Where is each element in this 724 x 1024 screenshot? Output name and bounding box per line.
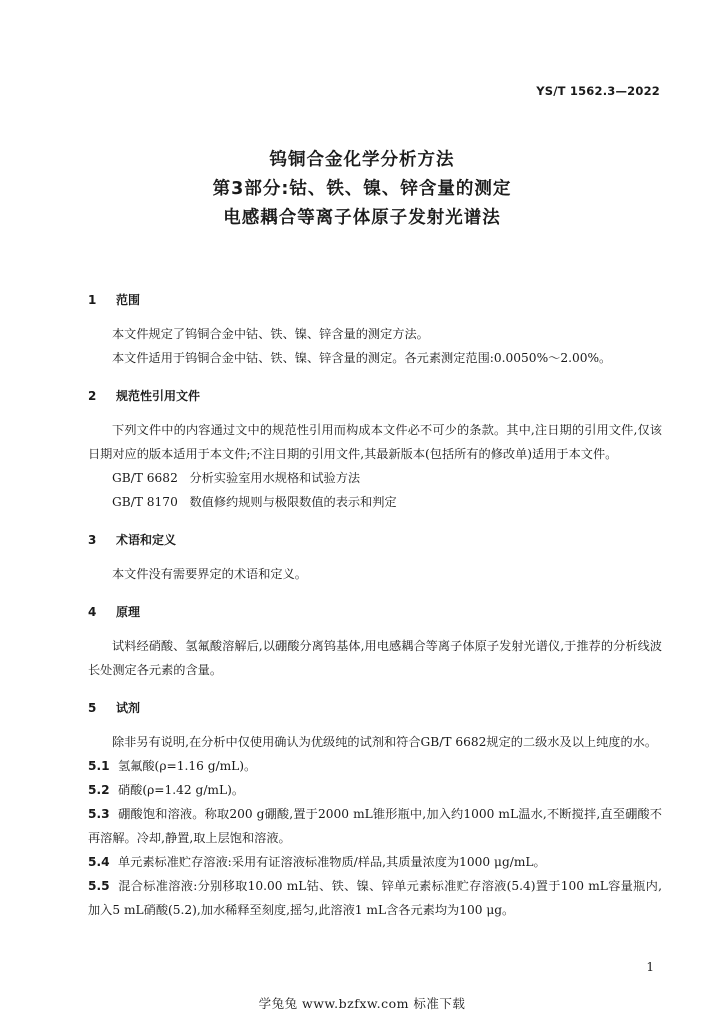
section-number: 1 bbox=[88, 293, 97, 307]
section-heading-normative-references bbox=[88, 386, 662, 406]
clause-item bbox=[88, 778, 662, 802]
section-number: 2 bbox=[88, 389, 97, 403]
title-line-2: 第3部分:钴、铁、镍、锌含量的测定 bbox=[212, 179, 512, 199]
clause-number: 5.4 bbox=[88, 855, 110, 869]
section-title: 原理 bbox=[116, 605, 141, 619]
section-number: 5 bbox=[88, 701, 97, 715]
section-heading-reagents bbox=[88, 698, 662, 718]
page-number: 1 bbox=[646, 960, 654, 974]
section-heading-terms bbox=[88, 530, 662, 550]
section-number: 3 bbox=[88, 533, 97, 547]
clause-item bbox=[88, 754, 662, 778]
footer-watermark: 学兔兔 www.bzfxw.com 标准下载 bbox=[258, 996, 466, 1011]
paragraph: 除非另有说明,在分析中仅使用确认为优级纯的试剂和符合GB/T 6682规定的二级水及以上纯度的水。 bbox=[112, 735, 658, 749]
reference-item: GB/T 8170 数值修约规则与极限数值的表示和判定 bbox=[112, 495, 397, 509]
section-title: 范围 bbox=[116, 293, 141, 307]
clause-text: 硝酸(ρ=1.42 g/mL)。 bbox=[118, 783, 245, 797]
paragraph: 试料经硝酸、氢氟酸溶解后,以硼酸分离钨基体,用电感耦合等离子体原子发射光谱仪,于推荐的分析线波长处测定各元素的含量。 bbox=[88, 639, 662, 677]
title-line-3: 电感耦合等离子体原子发射光谱法 bbox=[223, 208, 501, 228]
section-title: 规范性引用文件 bbox=[116, 389, 201, 403]
paragraph: 本文件没有需要界定的术语和定义。 bbox=[112, 567, 307, 581]
section-heading-principle bbox=[88, 602, 662, 622]
paragraph: 下列文件中的内容通过文中的规范性引用而构成本文件必不可少的条款。其中,注日期的引用文件,仅该日期对应的版本适用于本文件;不注日期的引用文件,其最新版本(包括所有的修改单)适用于本文件。 bbox=[88, 423, 662, 461]
section-title: 术语和定义 bbox=[116, 533, 177, 547]
section-number: 4 bbox=[88, 605, 97, 619]
section-heading-scope bbox=[88, 290, 662, 310]
document-body bbox=[88, 290, 662, 922]
title-line-1: 钨铜合金化学分析方法 bbox=[269, 150, 455, 170]
clause-number: 5.2 bbox=[88, 783, 110, 797]
section-title: 试剂 bbox=[116, 701, 141, 715]
paragraph: 本文件规定了钨铜合金中钴、铁、镍、锌含量的测定方法。 bbox=[112, 327, 429, 341]
document-title bbox=[0, 146, 724, 233]
reference-item: GB/T 6682 分析实验室用水规格和试验方法 bbox=[112, 471, 361, 485]
clause-text: 混合标准溶液:分别移取10.00 mL钴、铁、镍、锌单元素标准贮存溶液(5.4)置于100 mL容量瓶内,加入5 mL硝酸(5.2),加水稀释至刻度,摇匀,此溶液1 mL含各元素均为100 μg。 bbox=[88, 879, 662, 917]
clause-text: 氢氟酸(ρ=1.16 g/mL)。 bbox=[118, 759, 257, 773]
clause-number: 5.3 bbox=[88, 807, 110, 821]
standard-code: YS/T 1562.3—2022 bbox=[536, 84, 660, 98]
clause-number: 5.5 bbox=[88, 879, 110, 893]
clause-number: 5.1 bbox=[88, 759, 110, 773]
clause-item bbox=[88, 874, 662, 922]
clause-text: 单元素标准贮存溶液:采用有证溶液标准物质/样品,其质量浓度为1000 μg/mL。 bbox=[118, 855, 546, 869]
clause-item bbox=[88, 802, 662, 850]
clause-text: 硼酸饱和溶液。称取200 g硼酸,置于2000 mL锥形瓶中,加入约1000 mL温水,不断搅拌,直至硼酸不再溶解。冷却,静置,取上层饱和溶液。 bbox=[88, 807, 662, 845]
clause-item bbox=[88, 850, 662, 874]
paragraph: 本文件适用于钨铜合金中钴、铁、镍、锌含量的测定。各元素测定范围:0.0050%～2.00%。 bbox=[112, 351, 612, 365]
